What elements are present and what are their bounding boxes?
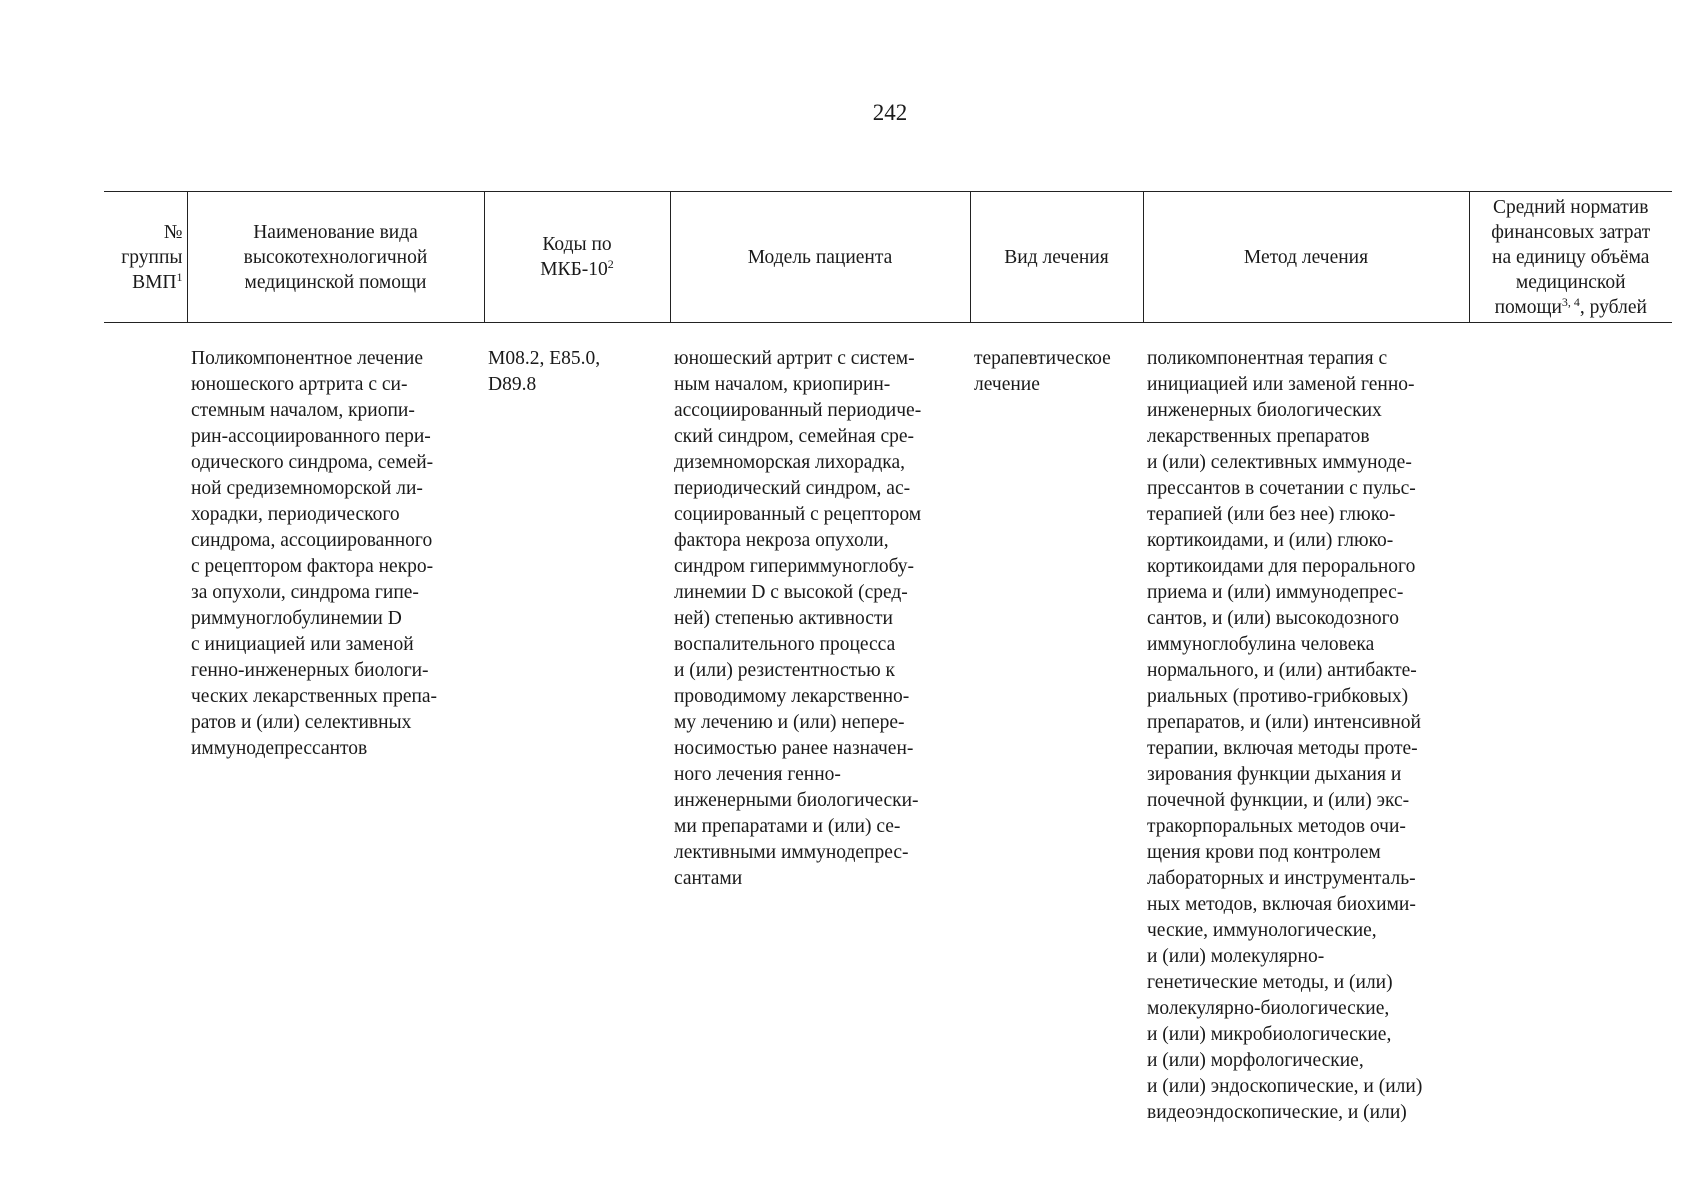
text-line: почечной функции, и (или) экс- (1147, 790, 1410, 811)
text-line: лективными иммунодепрес- (674, 842, 909, 863)
header-cost: Средний норматив финансовых затрат на единицу объёма медицинской помощи$^{3, 4}$, рублей (1469, 192, 1672, 323)
cell-patient-model (670, 346, 970, 1126)
cell-cost (1469, 346, 1672, 1126)
text-line: и (или) селективных иммуноде- (1147, 452, 1412, 473)
text-line: лекарственных препаратов (1147, 426, 1370, 447)
cell-codes (484, 346, 670, 1126)
text-line: лечение (974, 374, 1040, 395)
text-line: зирования функции дыхания и (1147, 764, 1402, 785)
text-line: тракорпоральных методов очи- (1147, 816, 1406, 837)
header-patient-model: Модель пациента (670, 192, 970, 323)
text-line: диземноморская лихорадка, (674, 452, 906, 473)
text-line: приема и (или) иммунодепрес- (1147, 582, 1404, 603)
text-line: рин-ассоциированного пери- (191, 426, 431, 447)
text-line: юношеского артрита с си- (191, 374, 408, 395)
text-line: ного лечения генно- (674, 764, 841, 785)
vmp-table (104, 191, 1672, 1126)
text-line: периодический синдром, ас- (674, 478, 911, 499)
text-line: с рецептором фактора некро- (191, 556, 434, 577)
text-line: и (или) морфологические, (1147, 1050, 1364, 1071)
cell-treatment-type (970, 346, 1143, 1126)
text-line: ческие, иммунологические, (1147, 920, 1377, 941)
text-line: юношеский артрит с систем- (674, 348, 915, 369)
text-line: ной средиземноморской ли- (191, 478, 423, 499)
header-group-no: № группы ВМП$^1$ (104, 192, 187, 323)
table-header-row (104, 192, 1672, 323)
text-line: сантами (674, 868, 743, 889)
text-line: линемии D с высокой (сред- (674, 582, 908, 603)
text-line: инженерными биологически- (674, 790, 919, 811)
text-line: терапией (или без нее) глюко- (1147, 504, 1396, 525)
text-line: генетические методы, и (или) (1147, 972, 1393, 993)
text-line: ми препаратами и (или) се- (674, 816, 901, 837)
text-line: и (или) микробиологические, (1147, 1024, 1392, 1045)
text-line: видеоэндоскопические, и (или) (1147, 1102, 1407, 1123)
text-line: сантов, и (или) высокодозного (1147, 608, 1399, 629)
text-line: ным началом, криопирин- (674, 374, 891, 395)
text-line: с инициацией или заменой (191, 634, 414, 655)
text-line: ней) степенью активности (674, 608, 893, 629)
text-line: кортикоидами для перорального (1147, 556, 1416, 577)
text-line: и (или) резистентностью к (674, 660, 896, 681)
text-line: M08.2, E85.0, (488, 348, 601, 369)
text-line: лабораторных и инструменталь- (1147, 868, 1416, 889)
text-line: ческих лекарственных препа- (191, 686, 438, 707)
text-line: генно-инженерных биологи- (191, 660, 429, 681)
text-line: носимостью ранее назначен- (674, 738, 914, 759)
text-line: фактора некроза опухоли, (674, 530, 889, 551)
header-treatment-type: Вид лечения (970, 192, 1143, 323)
text-line: риальных (противо-грибковых) (1147, 686, 1409, 707)
header-codes: Коды по МКБ-$10^2$ (484, 192, 670, 323)
text-line: социированный с рецептором (674, 504, 922, 525)
text-line: одического синдрома, семей- (191, 452, 434, 473)
text-line: D89.8 (488, 374, 537, 395)
text-line: поликомпонентная терапия с (1147, 348, 1388, 369)
text-line: Поликомпонентное лечение (191, 348, 424, 369)
text-line: ассоциированный периодиче- (674, 400, 922, 421)
text-line: иммуноглобулина человека (1147, 634, 1375, 655)
text-line: инициацией или заменой генно- (1147, 374, 1415, 395)
text-line: ратов и (или) селективных (191, 712, 412, 733)
text-line: риммуноглобулинемии D (191, 608, 402, 629)
text-line: за опухоли, синдрома гипе- (191, 582, 419, 603)
page-number: 242 (872, 100, 908, 125)
text-line: инженерных биологических (1147, 400, 1382, 421)
text-line: иммунодепрессантов (191, 738, 368, 759)
text-line: кортикоидами, и (или) глюко- (1147, 530, 1394, 551)
text-line: синдрома, ассоциированного (191, 530, 433, 551)
text-line: нормального, и (или) антибакте- (1147, 660, 1417, 681)
cell-name (187, 346, 484, 1126)
text-line: препаратов, и (или) интенсивной (1147, 712, 1421, 733)
text-line: хорадки, периодического (191, 504, 400, 525)
header-name: Наименование вида высокотехнологичной медицинской помощи (187, 192, 484, 323)
text-line: и (или) молекулярно- (1147, 946, 1325, 967)
cell-group-no (104, 346, 187, 1126)
text-line: терапевтическое (974, 348, 1111, 369)
text-line: терапии, включая методы проте- (1147, 738, 1418, 759)
text-line: проводимому лекарственно- (674, 686, 910, 707)
text-line: и (или) эндоскопические, и (или) (1147, 1076, 1423, 1097)
text-line: синдром гипериммуноглобу- (674, 556, 915, 577)
table-row (104, 346, 1672, 1126)
text-line: стемным началом, криопи- (191, 400, 415, 421)
text-line: му лечению и (или) непере- (674, 712, 905, 733)
text-line: ных методов, включая биохими- (1147, 894, 1416, 915)
text-line: воспалительного процесса (674, 634, 896, 655)
header-treatment-method: Метод лечения (1143, 192, 1469, 323)
cell-treatment-method (1143, 346, 1469, 1126)
text-line: ский синдром, семейная сре- (674, 426, 915, 447)
text-line: молекулярно-биологические, (1147, 998, 1390, 1019)
text-line: щения крови под контролем (1147, 842, 1381, 863)
text-line: прессантов в сочетании с пульс- (1147, 478, 1416, 499)
